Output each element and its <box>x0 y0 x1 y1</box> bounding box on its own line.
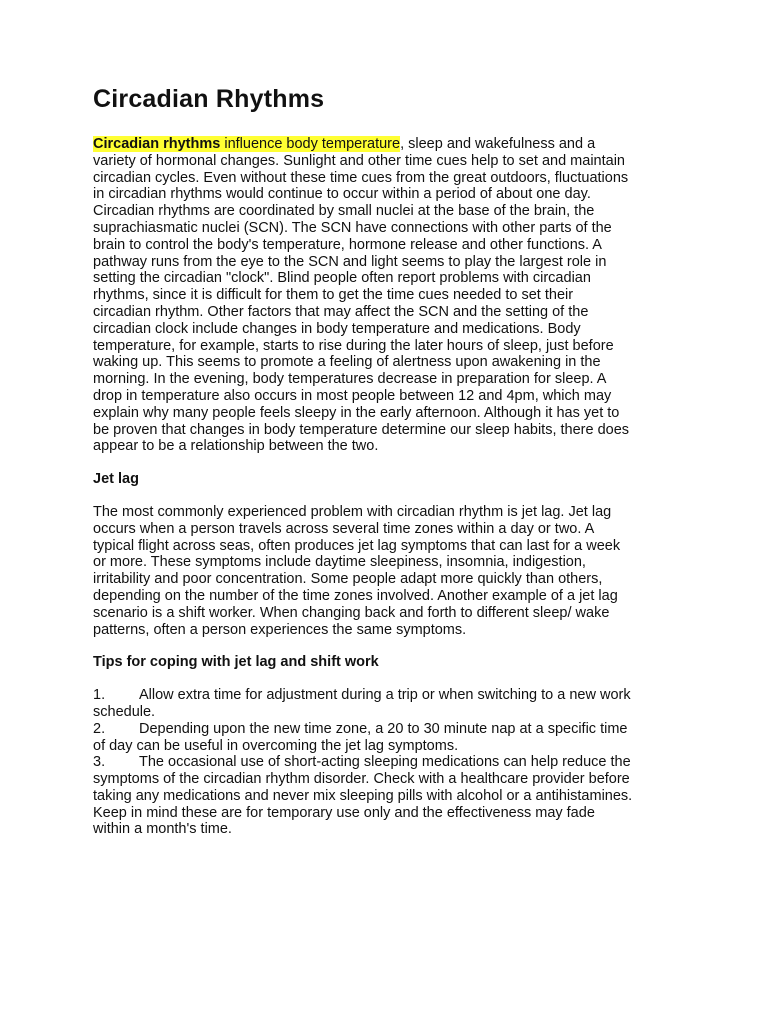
list-number: 1. <box>93 687 106 704</box>
jet-lag-paragraph: The most commonly experienced problem with circadian rhythm is jet lag. Jet lag occurs when a person travels across several time zones within a day or two. A typical flight across seas, often produces jet lag symptoms that can last for a week or more. These symptoms include daytime sleepiness, insomnia, indigestion, irritability and poor concentration. Some people adapt more quickly than others, depending on the number of the time zones involved. Another example of a jet lag scenario is a shift worker. When changing back and forth to different sleep/ wake patterns, often a person experiences the same symptoms. <box>93 503 621 638</box>
list-item-text: Depending upon the new time zone, a 20 to 30 minute nap at a specific time of day can be useful in overcoming the jet lag symptoms. <box>93 720 628 754</box>
list-item <box>93 754 633 838</box>
spacer <box>93 488 633 504</box>
list-number: 2. <box>93 720 106 737</box>
tips-heading: Tips for coping with jet lag and shift work <box>93 654 379 671</box>
list-number: 3. <box>93 754 106 771</box>
highlighted-continuation: influence body temperature <box>220 136 401 152</box>
document-page <box>93 84 633 838</box>
list-item-text: Allow extra time for adjustment during a trip or when switching to a new work schedule. <box>93 687 631 720</box>
page-title: Circadian Rhythms <box>93 85 325 113</box>
list-item <box>93 687 633 721</box>
spacer <box>93 671 633 687</box>
list-item-text: The occasional use of short-acting sleeping medications can help reduce the symptoms of the circadian rhythm disorder. Check with a healthcare provider before taking any medications and never mix sleeping pills with alcohol or a antihistamines. Keep in mind these are for temporary use only and the effectiveness may fade within a month's time. <box>93 754 633 838</box>
jet-lag-heading: Jet lag <box>93 471 139 488</box>
highlighted-phrase <box>93 136 400 152</box>
highlighted-term: Circadian rhythms <box>93 136 221 152</box>
tips-list <box>93 687 633 838</box>
intro-body-text: , sleep and wakefulness and a variety of hormonal changes. Sunlight and other time cues help to set and maintain circadian cycles. Even without these time cues from the great outdoors, fluctuations in circadian rhythms would continue to occur within a period of about one day. Circadian rhythms are coordinated by small nuclei at the base of the brain, the suprachiasmatic nuclei (SCN). The SCN have connections with other parts of the brain to control the body's temperature, hormone release and other functions. A pathway runs from the eye to the SCN and light seems to play the largest role in setting the circadian "clock". Blind people often report problems with circadian rhythms, since it is difficult for them to get the time cues needed to set their circadian rhythm. Other factors that may affect the SCN and the setting of the circadian clock include changes in body temperature and medications. Body temperature, for example, starts to rise during the later hours of sleep, just before waking up. This seems to promote a feeling of alertness upon awakening in the morning. In the evening, body temperatures decrease in preparation for sleep. A drop in temperature also occurs in most people between 12 and 4pm, which may explain why many people feels sleepy in the early afternoon. Although it has yet to be proven that changes in body temperature determine our sleep habits, there does appear to be a relationship between the two. <box>93 136 630 455</box>
spacer <box>93 638 633 654</box>
list-item <box>93 721 633 755</box>
intro-paragraph <box>93 136 633 455</box>
spacer <box>93 455 633 471</box>
